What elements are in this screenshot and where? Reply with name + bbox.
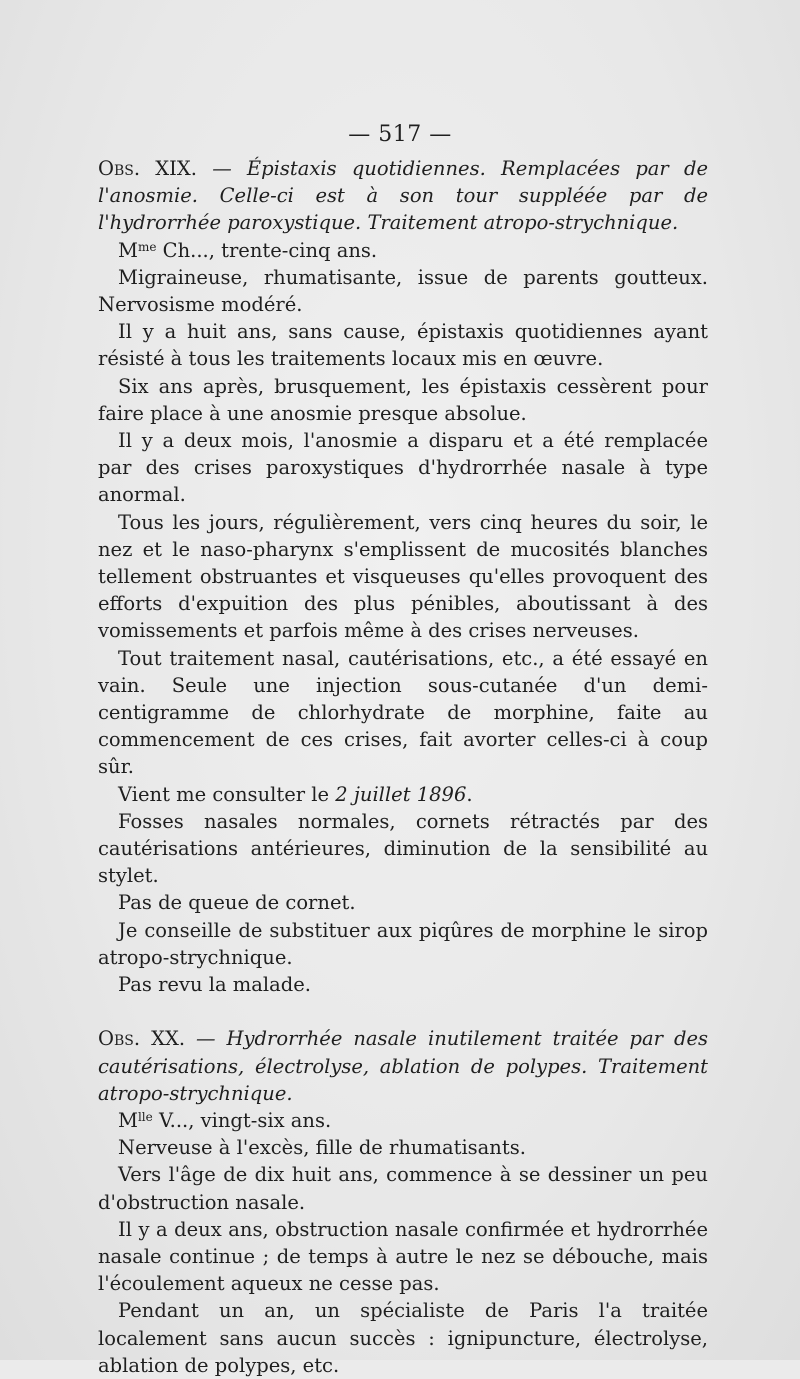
patient-line: $M^{me}$ Ch..., trente-cinq ans. bbox=[118, 238, 378, 262]
observation-19-heading bbox=[98, 155, 708, 237]
paragraph: Vers l'âge de dix huit ans, commence à se dessiner un peu d'obstruction nasale. bbox=[98, 1163, 708, 1214]
page-body bbox=[98, 155, 708, 1379]
paragraph: Il y a deux ans, obstruction nasale confirmée et hydrorrhée nasale continue ; de temps à autre le nez se débouche, mais l'écoulement aqueux ne cesse pas. bbox=[98, 1217, 708, 1296]
patient-line: $M^{lle}$ V..., vingt-six ans. bbox=[118, 1108, 332, 1132]
paragraph: Fosses nasales normales, cornets rétractés par des cautérisations antérieures, diminution de la sensibilité au stylet. bbox=[98, 809, 708, 888]
consultation-date: 2 juillet 1896 bbox=[335, 782, 467, 806]
paragraph: Il y a huit ans, sans cause, épistaxis quotidiennes ayant résisté à tous les traitements locaux mis en œuvre. bbox=[98, 320, 708, 371]
observation-label: Obs. XIX. bbox=[98, 157, 197, 180]
paragraph: Tout traitement nasal, cautérisations, etc., a été essayé en vain. Seule une injection sous-cutanée d'un demi-centigramme de chlorhydrate de morphine, faite au commencement de ces crises, fait avorter celles-ci à coup sûr. bbox=[98, 646, 708, 779]
paragraph: Il y a deux mois, l'anosmie a disparu et a été remplacée par des crises paroxystiques d'hydrorrhée nasale à type anormal. bbox=[98, 429, 708, 507]
observation-20-heading bbox=[98, 1025, 708, 1107]
paragraph: Migraineuse, rhumatisante, issue de parents goutteux. Nervosisme modéré. bbox=[98, 265, 708, 317]
paragraph: Je conseille de substituer aux piqûres de morphine le sirop atropo-strychnique. bbox=[98, 918, 708, 969]
consultation-line: Vient me consulter le 2 juillet 1896. bbox=[118, 782, 473, 806]
page-number: — 517 — bbox=[348, 122, 452, 147]
paragraph: Pas de queue de cornet. bbox=[118, 891, 356, 915]
paragraph: Six ans après, brusquement, les épistaxis cessèrent pour faire place à une anosmie presque absolue. bbox=[98, 374, 708, 425]
section-gap bbox=[98, 998, 708, 1025]
paragraph: Pas revu la malade. bbox=[118, 973, 311, 997]
observation-label: Obs. XX. bbox=[98, 1027, 186, 1051]
paragraph: Tous les jours, régulièrement, vers cinq heures du soir, le nez et le naso-pharynx s'emplissent de mucosités blanches tellement obstruantes et visqueuses qu'elles provoquent des efforts d'expuition des plus pénibles, aboutissant à des vomissements et parfois même à des crises nerveuses. bbox=[98, 510, 708, 643]
observation-title: — Épistaxis quotidiennes. Remplacées par de l'anosmie. Celle-ci est à son tour suppléée par de l'hydrorrhée paroxystique. Traitement atropo-strychnique. bbox=[98, 157, 708, 235]
observation-title: — Hydrorrhée nasale inutilement traitée par des cautérisations, électrolyse, ablation de polypes. Traitement atropo-strychnique. bbox=[98, 1027, 708, 1105]
paragraph: Nerveuse à l'excès, fille de rhumatisants. bbox=[118, 1136, 526, 1160]
paragraph: Pendant un an, un spécialiste de Paris l'a traitée localement sans aucun succès : ignipuncture, électrolyse, ablation de polypes, etc. bbox=[98, 1299, 708, 1377]
